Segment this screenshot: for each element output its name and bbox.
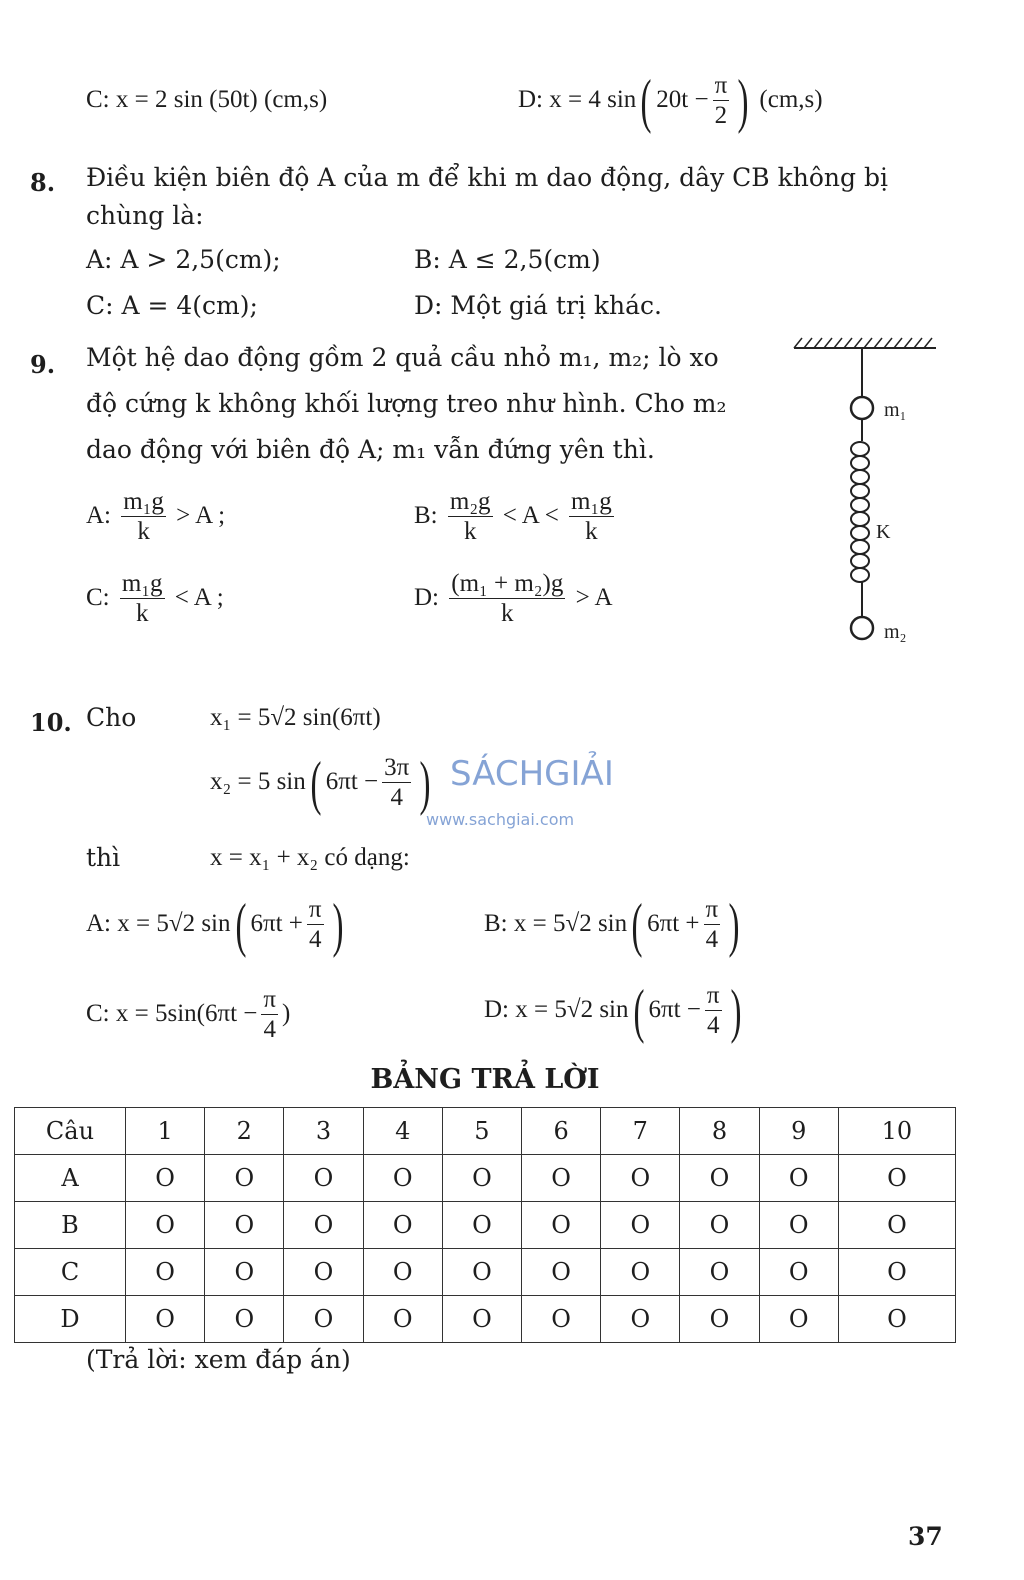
q10-b-num: π — [705, 896, 719, 923]
answer-bubble[interactable]: O — [759, 1202, 838, 1249]
header-cell: 1 — [126, 1108, 205, 1155]
table-row — [15, 1202, 956, 1249]
label-m2: m₂ — [884, 621, 907, 643]
q10-a-fraction — [307, 896, 324, 955]
header-cell: 10 — [838, 1108, 955, 1155]
q10-c-fraction — [261, 986, 278, 1045]
mass-m2 — [851, 617, 873, 639]
answer-bubble[interactable]: O — [205, 1296, 284, 1343]
q10-d-fraction — [705, 982, 722, 1041]
q10-b-lhs: x = 5√2 sin — [513, 909, 628, 937]
q10-a-inner: 6πt + — [250, 909, 303, 937]
paren-close: ) — [419, 750, 431, 817]
q9-a-rel: > A ; — [176, 501, 226, 529]
q10-b-inner: 6πt + — [647, 909, 700, 937]
page-number: 37 — [908, 1522, 943, 1551]
q7-d-fraction — [713, 72, 730, 131]
answer-bubble[interactable]: O — [363, 1202, 442, 1249]
answer-bubble[interactable]: O — [522, 1249, 601, 1296]
q8-line1: Điều kiện biên độ A của m để khi m dao động, dây CB không bị — [86, 163, 888, 192]
answer-bubble[interactable]: O — [759, 1155, 838, 1202]
answer-bubble[interactable]: O — [442, 1202, 521, 1249]
watermark-url-text: www.sachgiai.com — [426, 810, 575, 829]
answer-bubble[interactable]: O — [363, 1249, 442, 1296]
q10-c-num: π — [263, 986, 277, 1013]
q10-cho: Cho — [86, 703, 137, 732]
q8-option-a: A: A > 2,5(cm); — [86, 245, 281, 274]
q10-d-den: 4 — [706, 1011, 720, 1039]
q10-x2-den: 4 — [390, 783, 403, 811]
answer-bubble[interactable]: O — [759, 1296, 838, 1343]
q9-b-fraction-2 — [569, 488, 614, 547]
answer-bubble[interactable]: O — [522, 1155, 601, 1202]
spring-coils — [851, 442, 869, 582]
answer-bubble[interactable]: O — [522, 1296, 601, 1343]
q9-option-a — [86, 488, 225, 547]
paren-close: ) — [730, 978, 742, 1045]
q10-thi: thì — [86, 843, 121, 872]
q7-d-unit: (cm,s) — [759, 85, 823, 113]
q7-d-label: D: — [518, 85, 543, 113]
answer-bubble[interactable]: O — [680, 1202, 759, 1249]
q8-line2: chùng là: — [86, 201, 204, 230]
q9-option-c — [86, 570, 224, 629]
answer-bubble[interactable]: O — [442, 1155, 521, 1202]
answer-bubble[interactable]: O — [838, 1249, 955, 1296]
answer-bubble[interactable]: O — [126, 1296, 205, 1343]
q9-b-label: B: — [414, 501, 438, 529]
spring-mass-figure — [788, 336, 948, 656]
q10-b-den: 4 — [705, 925, 719, 953]
paren-close: ) — [332, 892, 344, 959]
q10-x1: x₁ = 5√2 sin(6πt) — [210, 704, 381, 731]
q9-d-num: (m₁ + m₂)g — [451, 570, 564, 597]
answer-bubble[interactable]: O — [205, 1202, 284, 1249]
answer-table-title: BẢNG TRẢ LỜI — [370, 1064, 600, 1095]
q9-line1: Một hệ dao động gồm 2 quả cầu nhỏ m₁, m₂; lò xo — [86, 343, 719, 372]
answer-bubble[interactable]: O — [838, 1296, 955, 1343]
watermark-brand — [450, 754, 614, 794]
q10-d-label: D: — [484, 995, 509, 1023]
q10-c-den: 4 — [263, 1015, 276, 1043]
answer-bubble[interactable]: O — [680, 1155, 759, 1202]
q7-c-expr: x = 2 sin (50t) (cm,s) — [115, 86, 328, 113]
table-row — [15, 1296, 956, 1343]
paren-close: ) — [737, 68, 749, 135]
ceiling-hatching — [794, 338, 932, 348]
q8-option-d: D: Một giá trị khác. — [414, 291, 662, 320]
q9-d-den: k — [501, 599, 514, 627]
q10-a-den: 4 — [308, 925, 322, 953]
answer-bubble[interactable]: O — [205, 1155, 284, 1202]
answer-bubble[interactable]: O — [363, 1155, 442, 1202]
q9-b-num1: m₂g — [449, 488, 491, 515]
q7-d-inner: 20t − — [656, 85, 709, 113]
q10-x2-fraction — [382, 754, 411, 813]
answer-bubble[interactable]: O — [363, 1296, 442, 1343]
q10-a-label: A: — [86, 909, 111, 937]
answer-bubble[interactable]: O — [601, 1249, 680, 1296]
footnote: (Trả lời: xem đáp án) — [86, 1345, 351, 1374]
header-cell: 8 — [680, 1108, 759, 1155]
q7-c-label: C: — [86, 86, 110, 113]
q9-b-den1: k — [463, 517, 477, 545]
q10-option-a — [86, 892, 348, 959]
answer-bubble[interactable]: O — [442, 1296, 521, 1343]
q10-d-num: π — [706, 982, 720, 1009]
q10-x2 — [210, 750, 435, 817]
paren-open: ( — [632, 978, 644, 1045]
q10-c-label: C: — [86, 999, 110, 1027]
q7-d-den: 2 — [714, 101, 728, 129]
q9-c-num: m₁g — [121, 570, 163, 597]
q8-option-c: C: A = 4(cm); — [86, 291, 258, 320]
answer-bubble[interactable]: O — [601, 1202, 680, 1249]
header-cell: 3 — [284, 1108, 363, 1155]
q10-x2-num: 3π — [384, 754, 410, 781]
q9-line3: dao động với biên độ A; m₁ vẫn đứng yên thì. — [86, 435, 655, 464]
q9-line2: độ cứng k không khối lượng treo như hình. Cho m₂ — [86, 389, 727, 418]
paren-close: ) — [728, 892, 740, 959]
q10-d-inner: 6πt − — [648, 995, 701, 1023]
header-cell: 7 — [601, 1108, 680, 1155]
answer-bubble[interactable]: O — [126, 1202, 205, 1249]
q9-c-rel: < A ; — [174, 583, 224, 611]
q9-d-rel: > A — [575, 583, 613, 611]
answer-bubble[interactable]: O — [838, 1202, 955, 1249]
q9-d-fraction — [449, 570, 565, 629]
answer-bubble[interactable]: O — [284, 1155, 363, 1202]
header-cell: Câu — [15, 1108, 126, 1155]
q9-b-num2: m₁g — [571, 488, 612, 515]
q10-sum: x = x₁ + x₂ có dạng: — [210, 844, 410, 871]
answer-bubble[interactable]: O — [759, 1249, 838, 1296]
answer-bubble[interactable]: O — [126, 1249, 205, 1296]
answer-bubble[interactable]: O — [284, 1296, 363, 1343]
answer-table-header — [15, 1108, 956, 1155]
q10-number: 10. — [30, 708, 72, 737]
q9-b-mid: < A < — [502, 501, 559, 529]
label-m1: m₁ — [884, 399, 907, 421]
paren-open: ( — [640, 68, 652, 135]
q10-b-label: B: — [484, 909, 508, 937]
q10-c-close: ) — [282, 999, 291, 1027]
q10-option-c — [86, 986, 290, 1045]
answer-bubble[interactable]: O — [680, 1249, 759, 1296]
paren-open: ( — [310, 750, 322, 817]
header-cell: 2 — [205, 1108, 284, 1155]
q10-option-d — [484, 978, 746, 1045]
q9-c-den: k — [135, 599, 149, 627]
label-k: K — [876, 521, 891, 543]
q9-a-den: k — [137, 517, 150, 545]
mass-m1 — [851, 397, 873, 419]
answer-bubble[interactable]: O — [284, 1249, 363, 1296]
header-cell: 5 — [442, 1108, 521, 1155]
answer-bubble[interactable]: O — [126, 1155, 205, 1202]
row-label: B — [15, 1202, 126, 1249]
table-row — [15, 1155, 956, 1202]
q10-a-lhs: x = 5√2 sin — [117, 909, 231, 937]
q10-a-num: π — [308, 896, 322, 923]
q9-c-fraction — [120, 570, 165, 629]
q9-b-fraction-1 — [448, 488, 493, 547]
q10-c-lhs: x = 5sin(6πt − — [115, 999, 258, 1027]
q9-option-b — [414, 488, 618, 547]
answer-bubble[interactable]: O — [522, 1202, 601, 1249]
table-row — [15, 1249, 956, 1296]
q9-a-label: A: — [86, 501, 111, 529]
row-label: C — [15, 1249, 126, 1296]
q9-option-d — [414, 570, 613, 629]
header-cell: 9 — [759, 1108, 838, 1155]
q7-d-lhs: x = 4 sin — [549, 85, 637, 113]
watermark-logo-text: SÁCHGIẢI — [450, 754, 614, 794]
row-label: A — [15, 1155, 126, 1202]
q10-b-fraction — [704, 896, 721, 955]
q8-number: 8. — [30, 168, 56, 197]
q8-option-b: B: A ≤ 2,5(cm) — [414, 245, 601, 274]
q10-option-b — [484, 892, 744, 959]
header-cell: 6 — [522, 1108, 601, 1155]
paren-open: ( — [631, 892, 643, 959]
watermark-url — [426, 810, 574, 829]
answer-table — [14, 1107, 956, 1343]
paren-open: ( — [234, 892, 246, 959]
answer-bubble[interactable]: O — [442, 1249, 521, 1296]
q7-d-num: π — [714, 72, 728, 99]
q10-x2-lhs: x₂ = 5 sin — [210, 767, 306, 795]
q9-a-num: m₁g — [123, 488, 164, 515]
q9-b-den2: k — [585, 517, 598, 545]
q9-c-label: C: — [86, 583, 110, 611]
q10-x2-inner: 6πt − — [325, 767, 379, 795]
q9-number: 9. — [30, 350, 56, 379]
q9-d-label: D: — [414, 583, 439, 611]
q7-option-c — [86, 84, 327, 117]
row-label: D — [15, 1296, 126, 1343]
answer-bubble[interactable]: O — [601, 1296, 680, 1343]
q10-d-lhs: x = 5√2 sin — [515, 995, 629, 1023]
header-cell: 4 — [363, 1108, 442, 1155]
answer-bubble[interactable]: O — [838, 1155, 955, 1202]
answer-bubble[interactable]: O — [205, 1249, 284, 1296]
answer-bubble[interactable]: O — [601, 1155, 680, 1202]
answer-bubble[interactable]: O — [680, 1296, 759, 1343]
q9-a-fraction — [121, 488, 166, 547]
answer-bubble[interactable]: O — [284, 1202, 363, 1249]
q7-option-d — [518, 68, 823, 135]
